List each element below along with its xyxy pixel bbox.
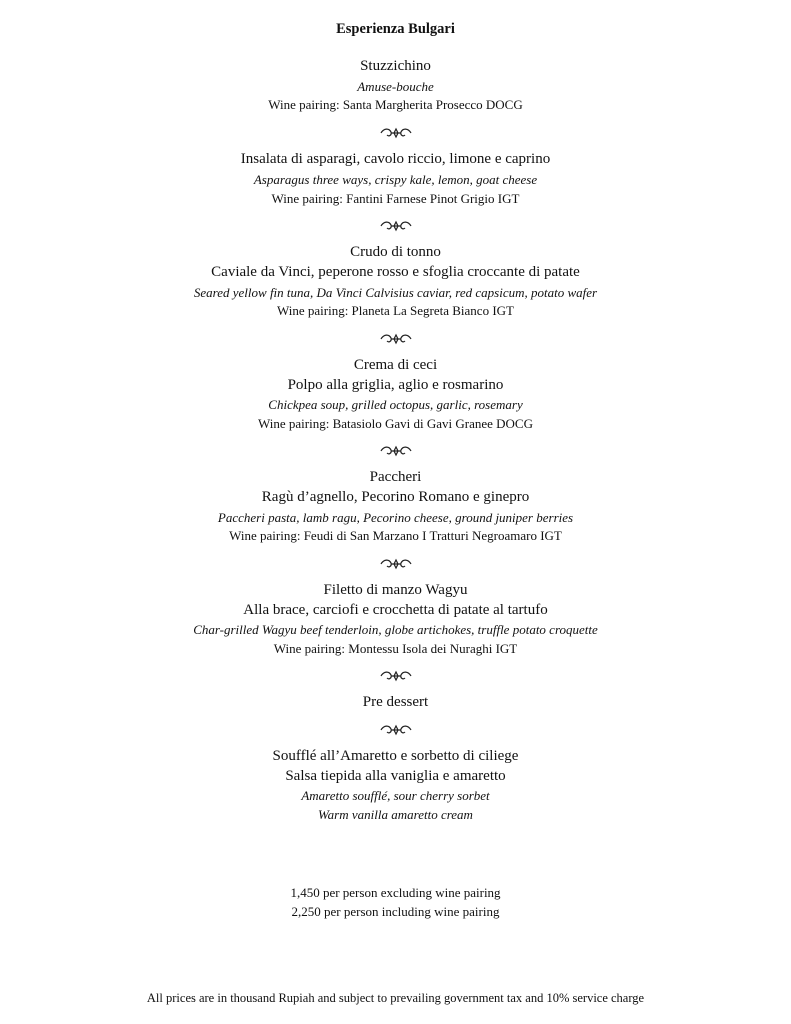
dish-name: Stuzzichino: [360, 58, 431, 74]
dish-subtitle: Ragù d’agnello, Pecorino Romano e ginepro: [261, 489, 530, 505]
dish-subtitle: Salsa tiepida alla vaniglia e amaretto: [285, 768, 506, 784]
fleuron-divider-icon: [0, 127, 791, 139]
wine-pairing: Wine pairing: Batasiolo Gavi di Gavi Granee DOCG: [258, 416, 533, 431]
dish-name: Crema di ceci: [353, 357, 438, 373]
dish-subtitle: Caviale da Vinci, peperone rosso e sfoglia croccante di patate: [211, 264, 580, 280]
price-excluding-wine: 1,450 per person excluding wine pairing: [290, 885, 501, 900]
dish-description: Paccheri pasta, lamb ragu, Pecorino cheese, ground juniper berries: [217, 510, 574, 525]
fleuron-divider-icon: [0, 445, 791, 457]
dish-description: Chickpea soup, grilled octopus, garlic, rosemary: [268, 397, 523, 412]
fleuron-divider-icon: [0, 724, 791, 736]
fleuron-divider-icon: [0, 333, 791, 345]
wine-pairing: Wine pairing: Fantini Farnese Pinot Grigio IGT: [271, 191, 520, 206]
wine-pairing: Wine pairing: Montessu Isola dei Nuraghi IGT: [273, 641, 518, 656]
dish-name: Insalata di asparagi, cavolo riccio, limone e caprino: [240, 151, 551, 167]
wine-pairing: Wine pairing: Feudi di San Marzano I Tratturi Negroamaro IGT: [229, 528, 562, 543]
price-including-wine: 2,250 per person including wine pairing: [291, 904, 500, 919]
dish-name: Paccheri: [369, 469, 422, 485]
dish-subtitle: Polpo alla griglia, aglio e rosmarino: [287, 377, 504, 393]
footer-note: All prices are in thousand Rupiah and subject to prevailing government tax and 10% service charge: [146, 991, 645, 1005]
wine-pairing: Wine pairing: Planeta La Segreta Bianco IGT: [276, 303, 514, 318]
dish-description: Amuse-bouche: [357, 79, 434, 94]
dish-name: Soufflé all’Amaretto e sorbetto di ciliege: [272, 748, 519, 764]
menu-title: Esperienza Bulgari: [336, 21, 455, 37]
dish-description: Amaretto soufflé, sour cherry sorbet: [301, 788, 490, 803]
dish-name: Crudo di tonno: [350, 244, 441, 260]
dish-name: Filetto di manzo Wagyu: [323, 582, 468, 598]
fleuron-divider-icon: [0, 670, 791, 682]
dish-description: Warm vanilla amaretto cream: [318, 807, 473, 822]
dish-subtitle: Alla brace, carciofi e crocchetta di patate al tartufo: [243, 602, 548, 618]
fleuron-divider-icon: [0, 558, 791, 570]
wine-pairing: Wine pairing: Santa Margherita Prosecco DOCG: [268, 97, 523, 112]
dish-name: Pre dessert: [362, 694, 429, 710]
dish-description: Seared yellow fin tuna, Da Vinci Calvisius caviar, red capsicum, potato wafer: [193, 285, 598, 300]
fleuron-divider-icon: [0, 220, 791, 232]
dish-description: Char-grilled Wagyu beef tenderloin, globe artichokes, truffle potato croquette: [193, 622, 598, 637]
dish-description: Asparagus three ways, crispy kale, lemon, goat cheese: [253, 172, 538, 187]
